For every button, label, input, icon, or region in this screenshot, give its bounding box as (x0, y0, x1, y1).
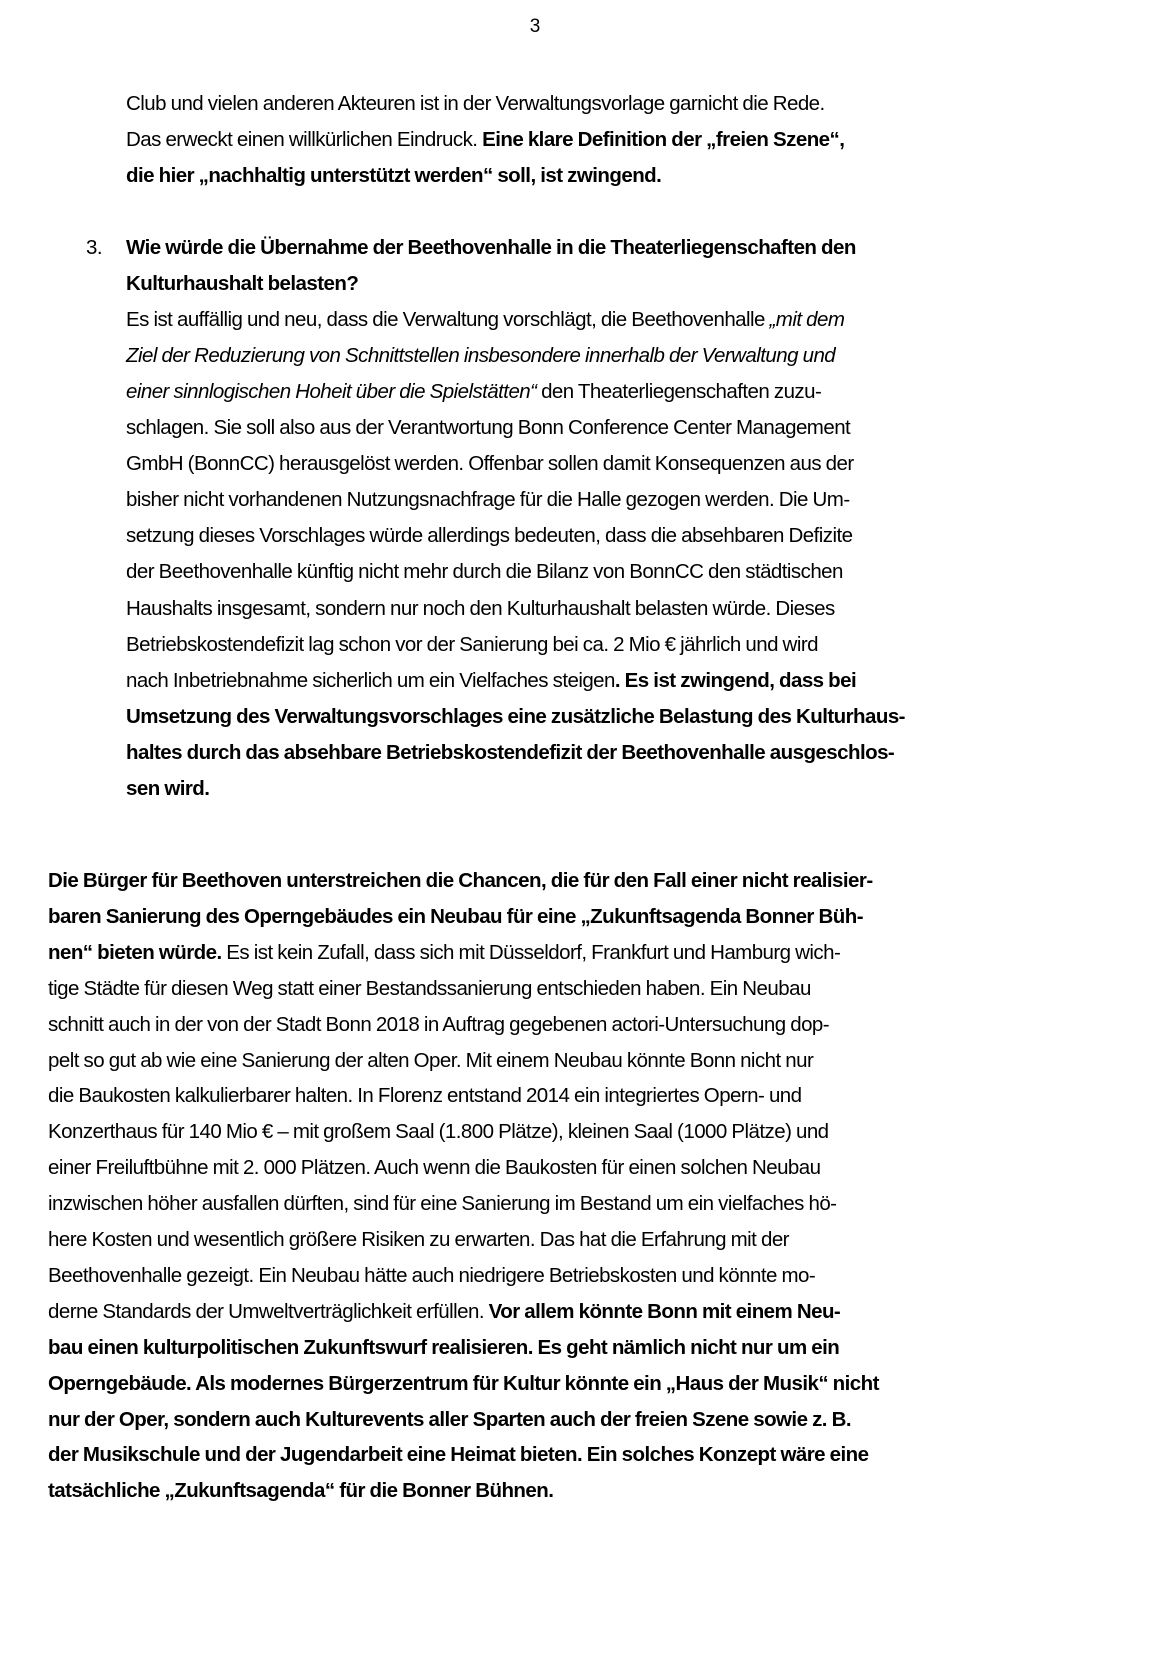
text-line (48, 1083, 1018, 1109)
text-line (126, 632, 1016, 658)
text-line (126, 704, 1016, 730)
text-run: Das erweckt einen willkürlichen Eindruck. (126, 128, 483, 151)
text-line (126, 415, 1016, 441)
text-run: den Theaterliegenschaften zuzu- (536, 380, 822, 404)
text-run: Konzerthaus für 140 Mio € – mit großem Saal (1.800 Plätze), kleinen Saal (1000 Plätze) und (48, 1120, 829, 1144)
text-run: Beethovenhalle gezeigt. Ein Neubau hätte auch niedrigere Betriebskosten und könnte mo- (48, 1263, 816, 1287)
text-line (126, 307, 1016, 333)
text-line (126, 271, 1016, 297)
text-line (48, 1191, 1018, 1217)
text-line (126, 487, 1016, 513)
text-line (48, 940, 1018, 966)
text-run: bisher nicht vorhandenen Nutzungsnachfrage für die Halle gezogen werden. Die Um- (126, 488, 850, 512)
text-line (126, 740, 1016, 766)
text-line (48, 1442, 1018, 1468)
bold-text: bau einen kulturpolitischen Zukunftswurf realisieren. Es geht nämlich nicht nur um ein (48, 1335, 840, 1359)
text-line (48, 868, 1018, 894)
bold-text: Eine klare Definition der „freien Szene“, (482, 128, 845, 151)
text-line (48, 1371, 1018, 1397)
text-run: Es ist auffällig und neu, dass die Verwaltung vorschlägt, die Beethovenhalle (126, 308, 770, 332)
text-line (48, 1048, 1018, 1074)
text-run: einer Freiluftbühne mit 2. 000 Plätzen. Auch wenn die Baukosten für einen solchen Neubau (48, 1156, 821, 1180)
bold-text: Wie würde die Übernahme der Beethovenhalle in die Theaterliegenschaften den (126, 236, 856, 259)
text-line (126, 668, 1016, 694)
text-line (48, 1227, 1018, 1253)
text-line (126, 91, 996, 117)
text-run: der Beethovenhalle künftig nicht mehr durch die Bilanz von BonnCC den städtischen (126, 560, 843, 584)
text-run: Club und vielen anderen Akteuren ist in der Verwaltungsvorlage garnicht die Rede. (126, 92, 825, 115)
text-run: Es ist kein Zufall, dass sich mit Düsseldorf, Frankfurt und Hamburg wich- (221, 940, 841, 964)
bold-text: Operngebäude. Als modernes Bürgerzentrum für Kultur könnte ein „Haus der Musik“ nicht (48, 1371, 879, 1395)
text-line (48, 1335, 1018, 1361)
text-run: here Kosten und wesentlich größere Risiken zu erwarten. Das hat die Erfahrung mit der (48, 1228, 789, 1251)
text-run: GmbH (BonnCC) herausgelöst werden. Offenbar sollen damit Konsequenzen aus der (126, 452, 854, 476)
text-line (48, 904, 1018, 930)
text-run: die Baukosten kalkulierbarer halten. In Florenz entstand 2014 ein integriertes Opern- und (48, 1084, 802, 1108)
text-line (126, 235, 1016, 261)
bold-text: Umsetzung des Verwaltungsvorschlages eine zusätzliche Belastung des Kulturhaus- (126, 704, 905, 728)
bold-text: die hier „nachhaltig unterstützt werden“ soll, ist zwingend. (126, 164, 662, 187)
text-line (126, 559, 1016, 585)
text-line (126, 776, 1016, 802)
bold-text: Vor allem könnte Bonn mit einem Neu- (488, 1299, 841, 1323)
bold-text: Kulturhaushalt belasten? (126, 272, 359, 296)
text-line (48, 1263, 1018, 1289)
text-run: schlagen. Sie soll also aus der Verantwortung Bonn Conference Center Management (126, 416, 851, 440)
text-line (126, 523, 1016, 549)
bold-text: Die Bürger für Beethoven unterstreichen die Chancen, die für den Fall einer nicht realisier- (48, 869, 873, 892)
text-run: inzwischen höher ausfallen dürften, sind für eine Sanierung im Bestand um ein vielfaches hö- (48, 1192, 837, 1216)
bold-text: der Musikschule und der Jugendarbeit eine Heimat bieten. Ein solches Konzept wäre eine (48, 1443, 869, 1467)
text-line (126, 163, 996, 189)
text-line (126, 127, 996, 153)
italic-text: „mit dem (769, 308, 845, 332)
bold-text: sen wird. (126, 776, 210, 800)
italic-text: Ziel der Reduzierung von Schnittstellen insbesondere innerhalb der Verwaltung und (126, 344, 836, 368)
text-run: pelt so gut ab wie eine Sanierung der alten Oper. Mit einem Neubau könnte Bonn nicht nur (48, 1048, 814, 1072)
page-number: 3 (529, 16, 541, 37)
list-item-number: 3. (86, 236, 102, 259)
italic-text: einer sinnlogischen Hoheit über die Spielstätten“ (126, 380, 537, 404)
text-run: schnitt auch in der von der Stadt Bonn 2018 in Auftrag gegebenen actori-Untersuchung dop- (48, 1012, 830, 1036)
bold-text: baren Sanierung des Operngebäudes ein Neubau für eine „Zukunftsagenda Bonner Büh- (48, 904, 863, 928)
text-line (48, 1155, 1018, 1181)
text-run: tige Städte für diesen Weg statt einer Bestandssanierung entschieden haben. Ein Neubau (48, 976, 811, 1000)
bold-text: nur der Oper, sondern auch Kulturevents aller Sparten auch der freien Szene sowie z. B. (48, 1407, 851, 1431)
text-line (48, 1012, 1018, 1038)
text-line (48, 1299, 1018, 1325)
bold-text: tatsächliche „Zukunftsagenda“ für die Bonner Bühnen. (48, 1479, 554, 1503)
text-line (48, 1119, 1018, 1145)
text-line (126, 343, 1016, 369)
bold-text: haltes durch das absehbare Betriebskostendefizit der Beethovenhalle ausgeschlos- (126, 740, 895, 764)
text-line (48, 1478, 1018, 1504)
text-run: nach Inbetriebnahme sicherlich um ein Vielfaches steigen (126, 668, 615, 692)
text-line (126, 596, 1016, 622)
text-run: Haushalts insgesamt, sondern nur noch den Kulturhaushalt belasten würde. Dieses (126, 596, 835, 620)
text-run: Betriebskostendefizit lag schon vor der Sanierung bei ca. 2 Mio € jährlich und wird (126, 632, 818, 656)
bold-text: . Es ist zwingend, dass bei (614, 668, 857, 692)
text-line (126, 451, 1016, 477)
text-line (126, 379, 1016, 405)
text-run: derne Standards der Umweltverträglichkeit erfüllen. (48, 1299, 489, 1323)
text-line (48, 976, 1018, 1002)
text-line (48, 1407, 1018, 1433)
text-run: setzung dieses Vorschlages würde allerdings bedeuten, dass die absehbaren Defizite (126, 524, 853, 548)
bold-text: nen“ bieten würde. (48, 940, 222, 964)
